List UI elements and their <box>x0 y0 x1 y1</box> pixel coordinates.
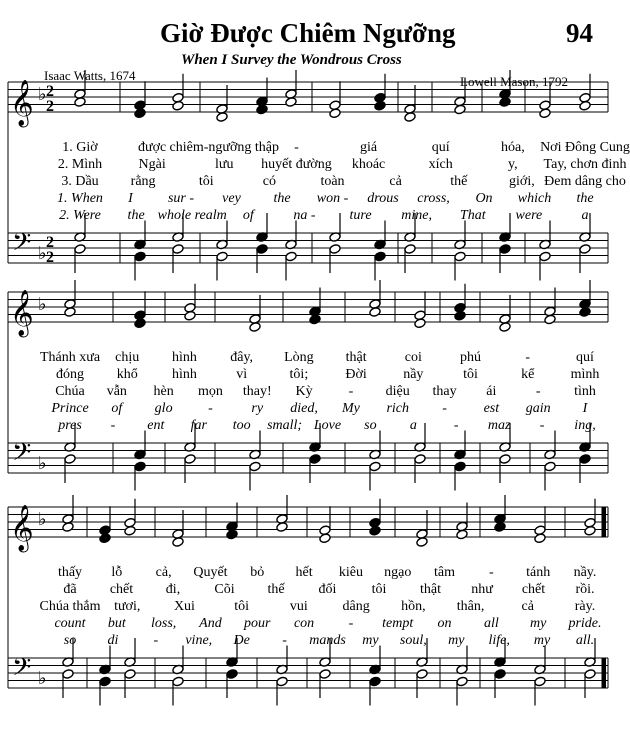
lyric-syllable: giá <box>360 140 378 155</box>
note <box>494 669 506 698</box>
lyric-syllable: tình <box>574 384 596 399</box>
note <box>499 244 511 273</box>
lyric-syllable: khổ <box>116 367 138 382</box>
lyric-syllable: Đời <box>345 367 367 382</box>
note <box>579 100 591 111</box>
lyric-syllable: được <box>138 140 167 155</box>
note <box>579 307 591 318</box>
note <box>369 676 381 705</box>
lyric-line-verse-2 <box>0 582 619 600</box>
lyric-syllable: kiêu <box>338 565 363 580</box>
note <box>309 314 321 325</box>
note <box>329 108 341 119</box>
lyric-syllable: thay <box>432 384 457 399</box>
lyric-syllable: bỏ <box>250 565 265 580</box>
lyric-syllable: tâm <box>434 565 456 580</box>
lyric-syllable: est <box>483 401 500 416</box>
time-signature <box>46 83 54 115</box>
lyric-syllable: 1. Giờ <box>62 140 98 155</box>
note <box>226 669 238 698</box>
lyric-syllable: vui <box>289 599 308 614</box>
lyric-syllable: tempt <box>382 616 414 631</box>
lyric-syllable: all. <box>575 633 595 648</box>
lyric-line-verse-2 <box>0 157 627 175</box>
note <box>134 81 146 110</box>
lyric-syllable: tôi <box>463 367 478 382</box>
note <box>494 522 506 533</box>
note <box>124 525 136 536</box>
lyric-syllable: rồi. <box>575 582 595 597</box>
lyric-syllable: - <box>208 401 213 416</box>
lyric-syllable: cả <box>521 599 534 614</box>
lyric-syllable: so <box>63 633 77 648</box>
lyric-syllable: thế <box>450 174 468 189</box>
lyric-syllable: the <box>273 191 291 206</box>
lyric-syllable: lưu <box>215 157 234 172</box>
note <box>172 244 184 273</box>
lyric-syllable: kể <box>521 367 535 382</box>
lyric-syllable: Love <box>313 418 342 433</box>
lyric-syllable: thấy <box>57 565 83 580</box>
lyric-syllable: the <box>127 208 145 223</box>
lyric-syllable: De <box>233 633 250 648</box>
note <box>579 244 591 273</box>
lyric-syllable: 2. Were <box>59 208 101 223</box>
time-signature <box>46 234 54 266</box>
lyric-syllable: Lòng <box>284 350 314 365</box>
note <box>539 81 551 110</box>
treble-clef-icon: 𝄞 <box>10 290 34 336</box>
note <box>124 499 136 528</box>
note <box>499 322 511 333</box>
lyric-syllable: my <box>533 633 551 648</box>
treble-staff <box>8 290 608 338</box>
note <box>64 307 76 318</box>
note <box>285 70 297 99</box>
lyric-syllable: life, <box>488 633 510 648</box>
lyric-syllable: mands <box>309 633 346 648</box>
lyric-syllable: but <box>107 616 126 631</box>
lyric-syllable: ry <box>251 401 264 416</box>
lyric-syllable: tánh <box>526 565 551 580</box>
note <box>319 669 331 698</box>
svg-text:2: 2 <box>46 249 54 266</box>
lyric-syllable: mọn <box>198 384 223 399</box>
lyric-syllable: the <box>576 191 594 206</box>
bass-clef-icon: 𝄢 <box>12 653 32 688</box>
note <box>414 291 426 320</box>
note <box>74 97 86 108</box>
note <box>534 533 546 544</box>
lyric-syllable: quí <box>576 350 594 365</box>
lyric-syllable: - <box>348 616 354 631</box>
lyric-syllable: chiêm-ngưỡng thập <box>169 140 280 155</box>
lyric-syllable: died, <box>290 401 318 416</box>
hymn-subtitle: When I Survey the Wondrous Cross <box>181 52 402 68</box>
lyric-syllable: loss, <box>150 616 177 631</box>
lyric-syllable: chết <box>109 582 134 597</box>
lyric-syllable: hình <box>171 367 197 382</box>
note <box>404 112 416 123</box>
lyric-line-verse-3 <box>0 599 619 617</box>
lyric-syllable: And <box>199 616 222 631</box>
lyric-syllable: Quyết <box>193 565 228 580</box>
svg-text:2: 2 <box>46 234 54 251</box>
lyric-syllable: vẫn <box>106 384 127 399</box>
lyric-syllable: đối <box>318 582 337 597</box>
lyric-syllable: maz <box>487 418 511 433</box>
lyric-syllable: quí <box>431 140 450 155</box>
note <box>184 454 196 483</box>
lyric-syllable: hóa, <box>500 140 525 155</box>
note <box>414 318 426 329</box>
lyric-syllable: con <box>293 616 315 631</box>
lyric-syllable: - <box>282 633 287 648</box>
note <box>534 676 546 705</box>
lyric-syllable: có <box>262 174 276 189</box>
lyric-syllable: ngạo <box>384 565 412 580</box>
svg-text:2: 2 <box>46 83 54 100</box>
note <box>309 454 321 483</box>
lyric-syllable: hèn <box>153 384 174 399</box>
bass-staff <box>8 438 608 474</box>
svg-text:2: 2 <box>46 98 54 115</box>
flat-icon: ♭ <box>38 668 47 689</box>
music-credit: Lowell Mason, 1792 <box>460 74 568 89</box>
lyric-syllable: won - <box>316 191 349 206</box>
lyric-syllable: a <box>409 418 417 433</box>
note <box>62 495 74 524</box>
treble-staff <box>8 505 608 553</box>
lyric-syllable: xích <box>428 157 453 172</box>
bass-clef-icon: 𝄢 <box>12 438 32 473</box>
note <box>539 108 551 119</box>
note <box>184 310 196 321</box>
lyric-syllable: My <box>341 401 360 416</box>
lyric-syllable: - <box>110 418 116 433</box>
lyric-syllable: rày. <box>574 599 596 614</box>
note <box>319 506 331 535</box>
note <box>329 81 341 110</box>
lyric-syllable: Thánh xưa <box>39 350 101 365</box>
lyric-syllable: of <box>242 208 254 223</box>
lyric-syllable: whole realm <box>157 208 227 223</box>
lyric-syllable: - <box>489 565 494 580</box>
note <box>64 280 76 309</box>
note <box>374 74 386 103</box>
lyric-syllable: Tay, chơn đinh <box>543 157 627 172</box>
lyric-syllable: như <box>471 582 493 597</box>
lyric-syllable: thế <box>267 582 285 597</box>
lyric-syllable: my <box>362 633 379 648</box>
lyric-syllable: vine, <box>185 633 213 648</box>
lyric-line-verse-5 <box>0 418 619 436</box>
lyric-syllable: ing, <box>574 418 596 433</box>
lyric-syllable: đây, <box>230 350 254 365</box>
note <box>319 533 331 544</box>
lyric-syllable: cả <box>389 174 402 189</box>
note <box>404 244 416 273</box>
lyric-line-verse-4 <box>0 191 619 209</box>
flat-icon: ♭ <box>38 243 47 264</box>
lyric-syllable: đi, <box>165 582 181 597</box>
lyric-syllable: nầy. <box>573 565 597 580</box>
lyric-syllable: khoác <box>351 157 386 172</box>
lyric-syllable: 3. Dầu <box>61 174 99 189</box>
lyric-line-verse-1 <box>0 140 630 158</box>
note <box>172 676 184 705</box>
lyric-syllable: Prince <box>51 401 89 416</box>
lyric-syllable: 1. When <box>57 191 103 206</box>
lyric-syllable: - <box>348 384 354 399</box>
flat-icon: ♭ <box>38 84 47 105</box>
lyric-syllable: Ngài <box>138 157 166 172</box>
lyric-syllable: nầy <box>403 367 424 382</box>
note <box>414 454 426 483</box>
note <box>64 454 76 483</box>
note <box>456 676 468 705</box>
treble-clef-icon: 𝄞 <box>10 505 34 551</box>
lyric-syllable: too <box>232 418 251 433</box>
lyric-syllable: hết <box>295 565 313 580</box>
lyric-syllable: rich <box>386 401 409 416</box>
note <box>369 307 381 318</box>
lyric-syllable: Cõi <box>214 582 235 597</box>
hymn-title: Giờ Được Chiêm Ngưỡng <box>160 18 456 48</box>
lyric-syllable: ture <box>349 208 372 223</box>
lyric-line-verse-2 <box>0 367 619 385</box>
lyric-syllable: Đem dâng cho <box>544 174 626 189</box>
lyric-syllable: which <box>517 191 552 206</box>
bass-staff <box>8 653 608 689</box>
note <box>276 522 288 533</box>
note <box>276 495 288 524</box>
lyric-syllable: - <box>539 418 545 433</box>
note <box>416 537 428 548</box>
lyric-syllable: mine, <box>401 208 433 223</box>
lyric-syllable: glo <box>154 401 173 416</box>
lyric-line-verse-1 <box>0 350 619 368</box>
lyric-syllable: small; <box>267 418 303 433</box>
lyric-syllable: lỗ <box>111 565 123 580</box>
lyric-syllable: cả, <box>155 565 172 580</box>
note <box>534 506 546 535</box>
lyric-syllable: of <box>111 401 123 416</box>
lyric-syllable: vì <box>236 367 248 382</box>
note <box>256 104 268 115</box>
note <box>456 529 468 540</box>
note <box>99 506 111 535</box>
lyric-syllable: Chúa thắm <box>39 599 101 614</box>
lyric-syllable: sur - <box>167 191 195 206</box>
note <box>544 314 556 325</box>
lyric-syllable: count <box>54 616 86 631</box>
lyric-syllable: a <box>581 208 589 223</box>
flat-icon: ♭ <box>38 294 47 315</box>
flat-icon: ♭ <box>38 509 47 530</box>
lyric-syllable: diệu <box>385 384 410 399</box>
lyric-line-verse-5 <box>0 633 619 651</box>
lyric-syllable: - <box>153 633 159 648</box>
note <box>226 529 238 540</box>
note <box>329 244 341 273</box>
note <box>74 244 86 273</box>
note <box>454 104 466 115</box>
lyric-syllable: thân, <box>456 599 485 614</box>
lyric-syllable: vey <box>222 191 241 206</box>
note <box>134 291 146 320</box>
note <box>369 499 381 528</box>
lyric-syllable: thật <box>345 350 367 365</box>
lyric-syllable: phú <box>460 350 482 365</box>
note <box>99 676 111 705</box>
note <box>579 74 591 103</box>
lyric-syllable: hình <box>171 350 197 365</box>
lyric-syllable: gain <box>525 401 551 416</box>
note <box>494 495 506 524</box>
lyric-syllable: tôi; <box>289 367 309 382</box>
lyric-syllable: tôi <box>371 582 387 597</box>
lyric-syllable: I <box>128 191 133 206</box>
lyric-syllable: tôi <box>234 599 250 614</box>
lyric-syllable: pride. <box>568 616 602 631</box>
lyric-syllable: rằng <box>130 174 156 189</box>
note <box>216 112 228 123</box>
lyric-syllable: chịu <box>115 350 140 365</box>
lyric-syllable: soul, <box>399 633 427 648</box>
note <box>249 322 261 333</box>
note <box>579 454 591 483</box>
note <box>369 280 381 309</box>
lyric-syllable: On <box>475 191 493 206</box>
flat-icon: ♭ <box>38 453 47 474</box>
lyric-syllable: pres <box>58 418 82 433</box>
lyric-syllable: far <box>190 418 207 433</box>
note <box>134 108 146 119</box>
lyric-syllable: Xui <box>173 599 195 614</box>
note <box>454 310 466 321</box>
lyric-syllable: were <box>515 208 543 223</box>
lyric-syllable: cross, <box>417 191 450 206</box>
lyric-line-verse-3 <box>0 384 619 402</box>
lyric-syllable: Kỳ <box>295 384 313 399</box>
lyric-line-verse-3 <box>0 174 626 192</box>
lyric-syllable: Nơi Đông Cung <box>540 140 630 155</box>
lyric-syllable: mình <box>570 367 600 382</box>
note <box>369 525 381 536</box>
note <box>374 100 386 111</box>
lyric-syllable: chết <box>521 582 546 597</box>
lyric-line-verse-4 <box>0 401 619 419</box>
lyric-syllable: That <box>459 208 486 223</box>
lyric-syllable: - <box>453 418 459 433</box>
lyric-line-verse-4 <box>0 616 619 634</box>
note <box>99 533 111 544</box>
lyric-syllable: đã <box>63 582 77 597</box>
note <box>62 669 74 698</box>
note <box>584 499 596 528</box>
lyric-syllable: - <box>525 350 531 365</box>
bass-clef-icon: 𝄢 <box>12 228 32 263</box>
lyric-syllable: my <box>448 633 465 648</box>
lyric-syllable: my <box>530 616 547 631</box>
treble-clef-icon: 𝄞 <box>10 80 34 126</box>
note <box>172 537 184 548</box>
note <box>62 522 74 533</box>
lyric-line-verse-1 <box>0 565 619 583</box>
lyric-syllable: on <box>437 616 452 631</box>
lyric-syllable: all <box>483 616 499 631</box>
lyric-syllable: thay! <box>242 384 272 399</box>
note <box>134 318 146 329</box>
bass-staff <box>8 228 608 266</box>
lyric-syllable: coi <box>404 350 422 365</box>
lyric-syllable: na - <box>293 208 316 223</box>
lyric-syllable: - <box>442 401 447 416</box>
lyric-line-verse-5 <box>0 208 619 226</box>
note <box>416 669 428 698</box>
note <box>579 280 591 309</box>
lyric-syllable: - <box>535 384 541 399</box>
lyric-syllable: tôi <box>198 174 214 189</box>
lyric-syllable: y, <box>508 157 518 172</box>
lyric-syllable: so <box>364 418 377 433</box>
note <box>499 97 511 108</box>
lyric-syllable: giới, <box>509 174 535 189</box>
note <box>172 74 184 103</box>
words-credit: Isaac Watts, 1674 <box>44 68 136 83</box>
note <box>184 284 196 313</box>
note <box>454 284 466 313</box>
lyric-syllable: I <box>582 401 588 416</box>
lyric-syllable: dâng <box>342 599 370 614</box>
lyric-syllable: ent <box>147 418 165 433</box>
lyric-syllable: hồn, <box>401 599 426 614</box>
note <box>276 676 288 705</box>
lyric-syllable: drous <box>367 191 399 206</box>
lyric-syllable: 2. Mình <box>57 157 103 172</box>
note <box>172 100 184 111</box>
lyric-syllable: toàn <box>320 174 345 189</box>
note <box>584 669 596 698</box>
lyric-syllable: thật <box>420 582 441 597</box>
note <box>499 70 511 99</box>
note <box>74 70 86 99</box>
note <box>124 669 136 698</box>
lyric-syllable: - <box>294 140 299 155</box>
note <box>256 244 268 273</box>
lyric-syllable: di <box>107 633 119 648</box>
lyric-syllable: Chúa <box>55 384 85 399</box>
hymn-number: 94 <box>566 18 593 48</box>
lyric-syllable: pour <box>244 616 271 631</box>
lyric-syllable: huyết đường <box>261 157 332 172</box>
lyric-syllable: đóng <box>56 367 84 382</box>
note <box>499 454 511 483</box>
lyric-syllable: tươi, <box>114 599 141 614</box>
lyric-syllable: ái <box>486 384 497 399</box>
note <box>584 525 596 536</box>
treble-staff <box>8 80 608 128</box>
note <box>285 97 297 108</box>
